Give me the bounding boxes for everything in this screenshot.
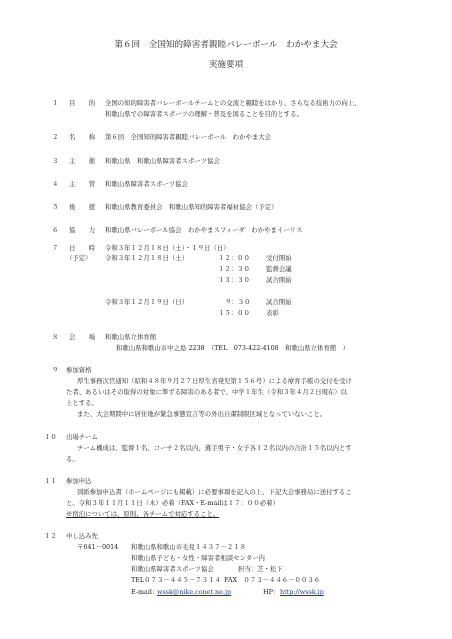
section-label: 主 催 (69, 157, 99, 165)
hp-label: HP： (263, 588, 280, 596)
homepage-link[interactable]: http://wssk.jp (280, 588, 324, 596)
section-text-line: また、大会期間中に居住地が緊急事態宣言等の外出自粛制限区域となっていないこと。 (77, 410, 327, 418)
section-number: ４ (52, 180, 59, 188)
section-text-line: 別紙参加申込書（ホームページにも掲載）に必要事項を記入の上、下記大会事務局に送付するこ (77, 488, 352, 496)
schedule-time: ９：３０ (225, 298, 251, 306)
section-label: 会 場 (69, 333, 99, 341)
section-number: ５ (52, 203, 59, 211)
schedule-time: １２：００ (218, 254, 250, 262)
section-label: 協 力 (69, 226, 99, 234)
contact-tel: TEL０７３－４４５－７３１４ (131, 576, 221, 584)
section-text-line: 厚生事務次官通知（昭和４８年９月２７日厚生省発児第１５６号）による療育手帳の交付を受け (77, 377, 352, 385)
schedule-event: 受付開始 (266, 254, 292, 262)
section-text-line: 全国の知的障害者バレーボールチームとの交流と親睦をはかり、さらなる技術力の向上、 (105, 99, 361, 107)
section-label: 日 時 (69, 244, 99, 252)
venue-name: 和歌山県立体育館 (105, 333, 157, 341)
postal-code: 〒641－0014 (77, 543, 119, 551)
section-value: 和歌山県バレーボール協会 わかやまスフィーダ わかやまイーリス (105, 226, 303, 234)
section-label: 申し込み先 (66, 532, 98, 540)
section-number: １１ (44, 477, 57, 485)
section-number: ７ (52, 244, 59, 252)
email-label: E-mail： (131, 588, 159, 596)
section-number: ３ (52, 157, 59, 165)
schedule-event: 試合開始 (266, 298, 292, 306)
section-value: 和歌山県 和歌山県障害者スポーツ協会 (105, 157, 220, 165)
section-text-line: 和歌山県での障害者スポーツの理解・普及を図ることを目的とする。 (105, 110, 303, 118)
schedule-time: １５：００ (218, 309, 250, 317)
contact-person: 担当：芝・松下 (238, 565, 283, 573)
venue-address: 和歌山県和歌山市中之島 2238 （TEL 073-422-4108 和歌山県立体育館 ） (116, 344, 350, 352)
schedule-event: 試合開始 (266, 276, 292, 284)
section-label: 参加資格 (66, 366, 92, 374)
schedule-dates: 令和３年１２月１８日（土）・１９日（日） (105, 244, 230, 252)
schedule-time: １３：３０ (218, 276, 250, 284)
section-text-line: と。令和３年１１月１１日（木）必着（FAX・E-mailは１７：００必着） (66, 499, 279, 507)
schedule-day1-date: 令和３年１２月１８日（土） (105, 254, 189, 262)
section-label: 名 称 (69, 133, 99, 141)
schedule-event: 表彰 (266, 309, 279, 317)
schedule-event: 監督会議 (266, 265, 292, 273)
lodging-note: ※宿泊については、原則、各チームで対応すること。 (66, 510, 220, 518)
section-value: 第６回 全国知的障害者親睦バレーボール わかやま大会 (105, 133, 272, 141)
section-label: 主 管 (69, 180, 99, 188)
document-subtitle: 実施要項 (208, 60, 244, 70)
section-text-line: る。 (66, 455, 79, 463)
section-value: 和歌山県障害者スポーツ協会 (105, 180, 188, 188)
contact-fax: FAX ０７３－４４６－００３６ (224, 576, 321, 584)
section-number: ６ (52, 226, 59, 234)
section-sublabel: （予定） (66, 254, 92, 262)
section-text-line: 上とする。 (66, 399, 98, 407)
section-value: 和歌山県教育委員会 和歌山県知的障害者福祉協会（予定） (105, 203, 278, 211)
section-label: 出場チーム (66, 433, 98, 441)
email-link[interactable]: wssk@nike.conet.ne.jp (157, 588, 232, 596)
contact-address: 和歌山県和歌山市毛見１４３７－２１８ (131, 543, 247, 551)
schedule-day2-date: 令和３年１２月１９日（日） (105, 298, 189, 306)
document-title: 第６回 全国知的障害者親睦バレーボール わかやま大会 (114, 40, 338, 50)
section-text-line: チーム構成は、監督１名、コーチ２名以内、選手男子・女子各１２名以内の合計１５名以内とす (77, 444, 352, 452)
section-label: 目 的 (69, 99, 99, 107)
section-number: １ (52, 99, 59, 107)
section-number: ８ (52, 333, 59, 341)
section-number: ２ (52, 133, 59, 141)
section-number: １２ (44, 532, 57, 540)
section-label: 参加申込 (66, 477, 92, 485)
contact-org: 和歌山県子ども・女性・障害者相談センター内 (131, 554, 265, 562)
section-label: 後 援 (69, 203, 99, 211)
section-number: ９ (52, 366, 59, 374)
contact-association: 和歌山県障害者スポーツ協会 (131, 565, 214, 573)
schedule-time: １２：３０ (218, 265, 250, 273)
section-number: １０ (44, 433, 57, 441)
section-text-line: た者、あるいはその取得の対象に準ずる障害のある者で、中学１年生（令和３年４月２日現在）以 (66, 388, 348, 396)
